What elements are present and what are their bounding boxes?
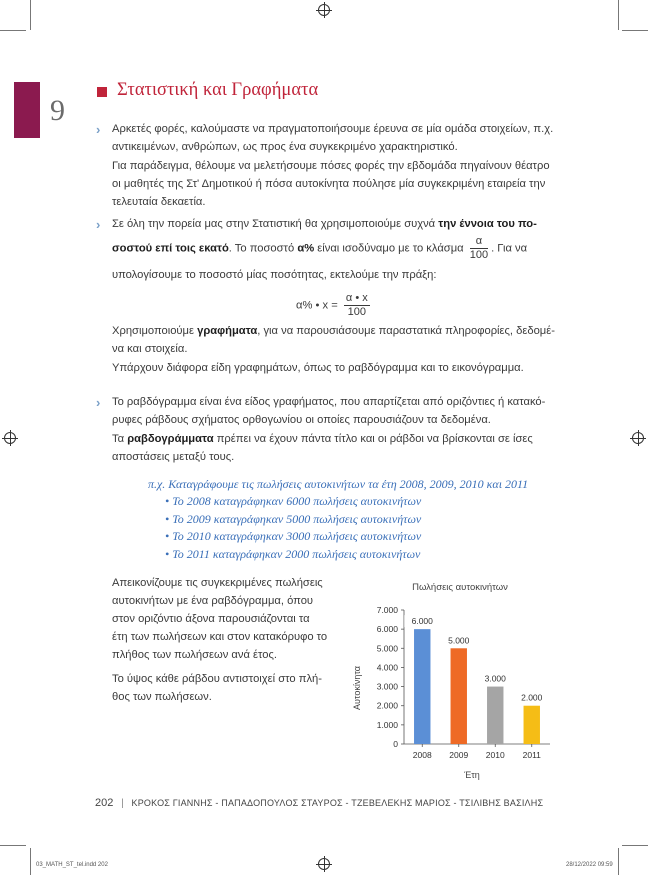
- crop-mark: [622, 30, 648, 31]
- paragraph: Χρησιμοποιούμε γραφήματα, για να παρουσιάσουμε παραστατικά πληροφορίες, δεδομέ- να και στοιχεία.: [112, 325, 555, 355]
- chart-description: Απεικονίζουμε τις συγκεκριμένες πωλήσεις αυτοκινήτων με ένα ραβδόγραμμα, όπου στον οριζόντιο άξονα παρουσιάζονται τα έτη των πωλήσεων και στον κατακόρυφο το πλήθος των πωλήσεων ανά έτος. Το ύψος κάθε ράβδου αντιστοιχεί στο πλή- θος των πωλήσεων.: [112, 577, 328, 703]
- registration-mark-icon: [4, 432, 16, 444]
- data-label: 2.000: [521, 692, 543, 703]
- paragraph: Τα ραβδογράμματα πρέπει να έχουν πάντα τίτλο και οι ράβδοι να βρίσκονται σε ίσες αποστάσεις μεταξύ τους.: [112, 433, 533, 463]
- y-tick-label: 1.000: [376, 719, 398, 730]
- title-square-icon: [97, 87, 107, 97]
- list-item: • Το 2010 καταγράφηκαν 3000 πωλήσεις αυτοκινήτων: [165, 529, 422, 543]
- list-item: • Το 2011 καταγράφηκαν 2000 πωλήσεις αυτοκινήτων: [165, 546, 421, 561]
- paragraph: Υπάρχουν διάφορα είδη γραφημάτων, όπως το ραβδόγραμμα και το εικονόγραμμα.: [112, 362, 524, 374]
- crop-mark: [618, 848, 619, 875]
- footer-authors: ΚΡΟΚΟΣ ΓΙΑΝΝΗΣ - ΠΑΠΑΔΟΠΟΥΛΟΣ ΣΤΑΥΡΟΣ - ΤΖΕΒΕΛΕΚΗΣ ΜΑΡΙΟΣ - ΤΣΙΛΙΒΗΣ ΒΑΣΙΛΗΣ: [131, 798, 544, 808]
- list-item: • Το 2009 καταγράφηκαν 5000 πωλήσεις αυτοκινήτων: [165, 511, 422, 526]
- chevron-right-icon: ›: [96, 217, 101, 232]
- page-number: 202: [95, 797, 114, 809]
- bar: [487, 687, 503, 744]
- y-tick-label: 5.000: [376, 643, 398, 654]
- registration-mark-icon: [318, 4, 330, 16]
- x-axis-label: Έτη: [464, 770, 480, 780]
- page-title: Στατιστική και Γραφήματα: [117, 80, 319, 100]
- y-tick-label: 2.000: [376, 700, 398, 711]
- x-tick-label: 2009: [449, 750, 469, 760]
- registration-mark-icon: [632, 432, 644, 444]
- registration-mark-icon: [318, 858, 330, 870]
- chapter-tab: [14, 82, 40, 138]
- bar: [414, 629, 430, 744]
- chevron-right-icon: ›: [96, 122, 101, 137]
- slug-file: 03_MATH_ST_tel.indd 202: [36, 862, 108, 868]
- list-item: • Το 2008 καταγράφηκαν 6000 πωλήσεις αυτοκινήτων: [165, 494, 422, 508]
- chevron-right-icon: ›: [96, 395, 101, 410]
- slug-date: 28/12/2022 09:59: [566, 862, 613, 868]
- bar: [524, 706, 540, 744]
- crop-mark: [0, 845, 26, 846]
- y-tick-label: 4.000: [376, 662, 398, 673]
- y-tick-label: 3.000: [376, 681, 398, 692]
- crop-mark: [30, 0, 31, 30]
- crop-mark: [30, 848, 31, 875]
- y-tick-label: 6.000: [376, 624, 398, 635]
- x-tick-label: 2010: [485, 750, 505, 760]
- data-label: 5.000: [448, 635, 470, 646]
- bar: [451, 648, 467, 744]
- paragraph: Για παράδειγμα, θέλουμε να μελετήσουμε πόσες φορές την εβδομάδα πηγαίνουν θέατρο οι μαθητές της Στ' Δημοτικού ή πόσα αυτοκίνητα πούλησε μία συγκεκριμένη εταιρεία την τελευταία δεκαετία.: [112, 160, 550, 208]
- example-intro: π.χ. Καταγράφουμε τις πωλήσεις αυτοκινήτων τα έτη 2008, 2009, 2010 και 2011: [148, 477, 529, 491]
- crop-mark: [0, 30, 26, 31]
- footer: 202 | ΚΡΟΚΟΣ ΓΙΑΝΝΗΣ - ΠΑΠΑΔΟΠΟΥΛΟΣ ΣΤΑΥΡΟΣ - ΤΖΕΒΕΛΕΚΗΣ ΜΑΡΙΟΣ - ΤΣΙΛΙΒΗΣ ΒΑΣΙΛΗΣ: [95, 797, 544, 809]
- crop-mark: [622, 845, 648, 846]
- x-tick-label: 2008: [412, 750, 432, 760]
- y-tick-label: 0: [393, 739, 398, 749]
- paragraph: Το ραβδόγραμμα είναι ένα είδος γραφήματος, που απαρτίζεται από οριζόντιες ή κατακό- ρυφες ράβδους σχήματος ορθογωνίου οι οποίες παρουσιάζουν τα δεδομένα.: [112, 396, 546, 426]
- data-label: 6.000: [411, 616, 433, 627]
- paragraph: Σε όλη την πορεία μας στην Στατιστική θα χρησιμοποιούμε συχνά την έννοια του πο- σοστού επί τοις εκατό. Το ποσοστό α% είναι ισοδύναμο με το κλάσμα $\frac{\alpha}{100}$ . Για να υπολογίσουμε το ποσοστό μίας ποσότητας, εκτελούμε την πράξη:: [112, 218, 537, 281]
- y-tick-label: 7.000: [376, 605, 398, 615]
- example-list: [165, 493, 421, 563]
- x-tick-label: 2011: [522, 750, 541, 760]
- data-label: 3.000: [484, 673, 506, 684]
- chart-title: Πωλήσεις αυτοκινήτων: [412, 582, 508, 593]
- paragraph: Αρκετές φορές, καλούμαστε να πραγματοποιήσουμε έρευνα σε μία ομάδα στοιχείων, π.χ. αντικειμένων, ανθρώπων, ως προς ένα συγκεκριμένο χαρακτηριστικό.: [112, 123, 554, 153]
- crop-mark: [618, 0, 619, 30]
- fraction: $\frac{\alpha}{100}$: [469, 235, 489, 261]
- formula: α% • x = $\frac{\alpha • x}{100}$: [296, 292, 368, 318]
- chapter-number: 9: [50, 94, 65, 127]
- bar-chart: [340, 572, 560, 784]
- y-axis-label: Αυτοκίνητα: [352, 666, 362, 710]
